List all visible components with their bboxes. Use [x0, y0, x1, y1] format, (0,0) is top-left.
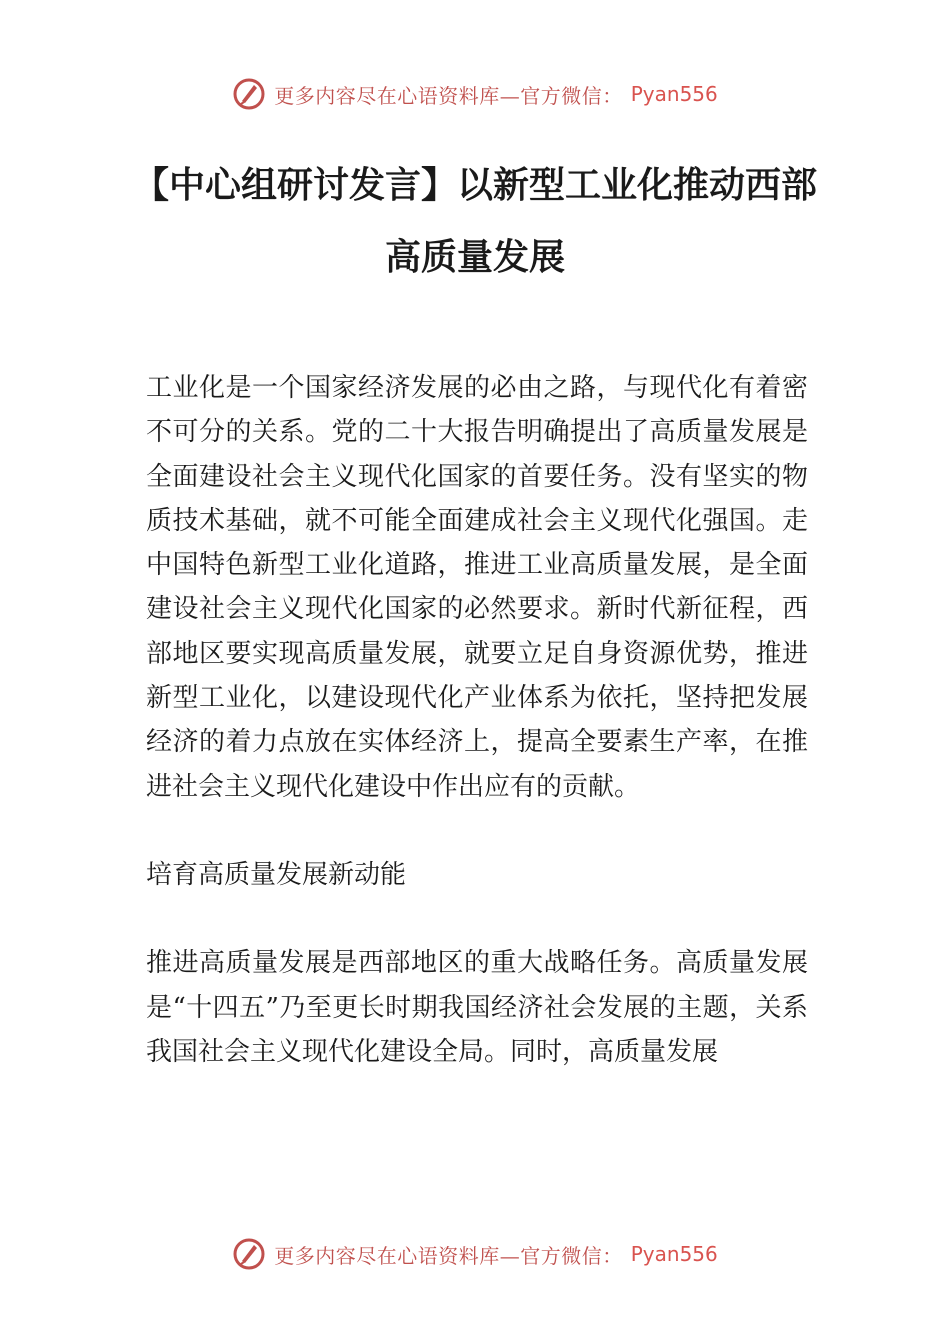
watermark-header: [0, 72, 950, 116]
title-line-2: 高质量发展: [384, 237, 565, 278]
quill-logo-icon: [232, 1237, 266, 1271]
body-paragraph: 工业化是一个国家经济发展的必由之路，与现代化有着密不可分的关系。党的二十大报告明确提出了高质量发展是全面建设社会主义现代化国家的首要任务。没有坚实的物质技术基础，就不可能全面建成社会主义现代化强国。走中国特色新型工业化道路，推进工业高质量发展，是全面建设社会主义现代化国家的必然要求。新时代新征程，西部地区要实现高质量发展，就要立足自身资源优势，推进新型工业化，以建设现代化产业体系为依托，坚持把发展经济的着力点放在实体经济上，提高全要素生产率，在推进社会主义现代化建设中作出应有的贡献。: [146, 373, 808, 802]
document-body: [146, 366, 808, 1074]
section-heading: 培育高质量发展新动能: [146, 859, 407, 890]
watermark-text: 更多内容尽在心语资料库—官方微信：: [274, 1243, 623, 1268]
watermark-wechat-id: Pyan556: [630, 1242, 718, 1266]
watermark-text: 更多内容尽在心语资料库—官方微信：: [274, 83, 623, 108]
body-paragraph: 推进高质量发展是西部地区的重大战略任务。高质量发展是“十四五”乃至更长时期我国经济社会发展的主题，关系我国社会主义现代化建设全局。同时，高质量发展: [146, 948, 808, 1067]
quill-logo-icon: [232, 77, 266, 111]
watermark-footer: [0, 1232, 950, 1276]
watermark-wechat-id: Pyan556: [630, 82, 718, 106]
title-line-1: 【中心组研讨发言】以新型工业化推动西部: [132, 165, 817, 206]
document-title: [60, 150, 890, 294]
